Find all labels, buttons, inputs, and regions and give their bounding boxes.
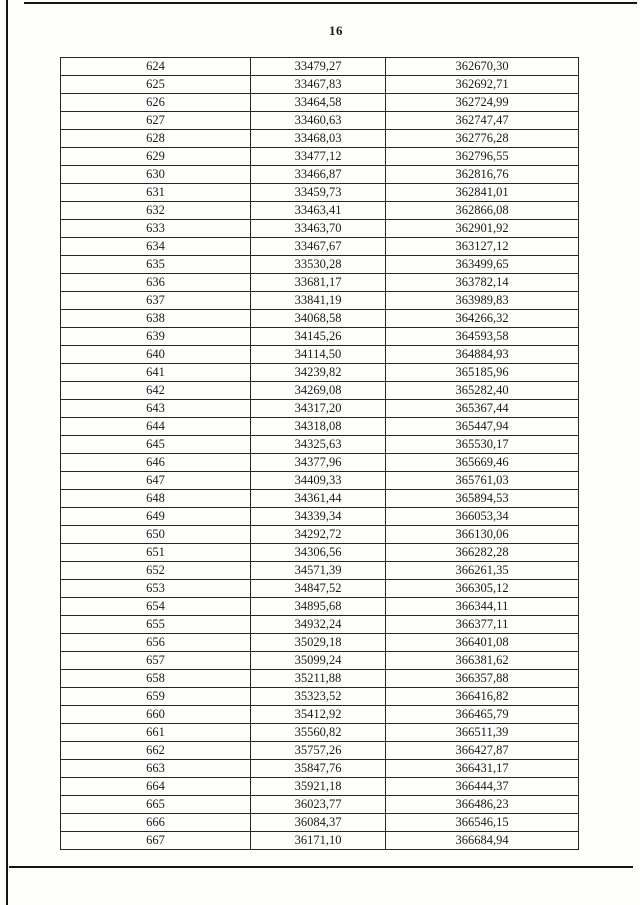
data-table xyxy=(60,57,579,850)
table-cell: 35323,52 xyxy=(251,688,386,706)
table-row xyxy=(61,256,579,274)
table-cell: 366486,23 xyxy=(386,796,579,814)
table-cell: 666 xyxy=(61,814,251,832)
table-cell: 34068,58 xyxy=(251,310,386,328)
table-row xyxy=(61,706,579,724)
table-cell: 365447,94 xyxy=(386,418,579,436)
table-row xyxy=(61,652,579,670)
table-cell: 34269,08 xyxy=(251,382,386,400)
table-cell: 366431,17 xyxy=(386,760,579,778)
table-cell: 662 xyxy=(61,742,251,760)
table-cell: 33530,28 xyxy=(251,256,386,274)
table-row xyxy=(61,436,579,454)
table-cell: 363782,14 xyxy=(386,274,579,292)
table-cell: 366401,08 xyxy=(386,634,579,652)
table-cell: 634 xyxy=(61,238,251,256)
table-cell: 638 xyxy=(61,310,251,328)
table-cell: 366344,11 xyxy=(386,598,579,616)
table-cell: 366427,87 xyxy=(386,742,579,760)
table-row xyxy=(61,724,579,742)
table-row xyxy=(61,418,579,436)
table-row xyxy=(61,670,579,688)
table-cell: 362776,28 xyxy=(386,130,579,148)
table-cell: 35029,18 xyxy=(251,634,386,652)
table-cell: 36084,37 xyxy=(251,814,386,832)
table-cell: 655 xyxy=(61,616,251,634)
table-cell: 644 xyxy=(61,418,251,436)
table-row xyxy=(61,202,579,220)
table-row xyxy=(61,616,579,634)
table-row xyxy=(61,688,579,706)
table-cell: 366444,37 xyxy=(386,778,579,796)
scan-edge-top xyxy=(24,2,637,4)
table-cell: 365185,96 xyxy=(386,364,579,382)
table-row xyxy=(61,184,579,202)
table-cell: 34895,68 xyxy=(251,598,386,616)
table-cell: 366053,34 xyxy=(386,508,579,526)
table-cell: 362866,08 xyxy=(386,202,579,220)
table-cell: 652 xyxy=(61,562,251,580)
table-cell: 363127,12 xyxy=(386,238,579,256)
page-number: 16 xyxy=(329,23,343,38)
table-cell: 34114,50 xyxy=(251,346,386,364)
table-cell: 366305,12 xyxy=(386,580,579,598)
table-cell: 364266,32 xyxy=(386,310,579,328)
table-cell: 659 xyxy=(61,688,251,706)
table-cell: 365669,46 xyxy=(386,454,579,472)
table-cell: 648 xyxy=(61,490,251,508)
table-row xyxy=(61,544,579,562)
table-cell: 640 xyxy=(61,346,251,364)
table-cell: 34292,72 xyxy=(251,526,386,544)
table-cell: 366511,39 xyxy=(386,724,579,742)
table-row xyxy=(61,76,579,94)
table-row xyxy=(61,598,579,616)
table-cell: 366465,79 xyxy=(386,706,579,724)
table-cell: 35847,76 xyxy=(251,760,386,778)
table-cell: 33467,67 xyxy=(251,238,386,256)
table-cell: 362841,01 xyxy=(386,184,579,202)
table-cell: 34932,24 xyxy=(251,616,386,634)
table-cell: 33459,73 xyxy=(251,184,386,202)
table-row xyxy=(61,778,579,796)
table-cell: 34317,20 xyxy=(251,400,386,418)
table-cell: 35757,26 xyxy=(251,742,386,760)
table-cell: 33467,83 xyxy=(251,76,386,94)
table-cell: 35099,24 xyxy=(251,652,386,670)
table-cell: 366377,11 xyxy=(386,616,579,634)
table-cell: 366381,62 xyxy=(386,652,579,670)
table-cell: 36023,77 xyxy=(251,796,386,814)
table-row xyxy=(61,472,579,490)
table-cell: 366546,15 xyxy=(386,814,579,832)
table-cell: 636 xyxy=(61,274,251,292)
table-row xyxy=(61,292,579,310)
table-cell: 34325,63 xyxy=(251,436,386,454)
table-row xyxy=(61,832,579,850)
table-cell: 651 xyxy=(61,544,251,562)
table-cell: 363989,83 xyxy=(386,292,579,310)
table-cell: 33477,12 xyxy=(251,148,386,166)
table-cell: 629 xyxy=(61,148,251,166)
table-cell: 362692,71 xyxy=(386,76,579,94)
table-cell: 366261,35 xyxy=(386,562,579,580)
table-cell: 33460,63 xyxy=(251,112,386,130)
table-cell: 637 xyxy=(61,292,251,310)
table-row xyxy=(61,382,579,400)
table-cell: 645 xyxy=(61,436,251,454)
table-cell: 658 xyxy=(61,670,251,688)
table-cell: 33463,41 xyxy=(251,202,386,220)
scan-edge-bottom xyxy=(9,866,633,868)
table-cell: 34847,52 xyxy=(251,580,386,598)
table-cell: 363499,65 xyxy=(386,256,579,274)
table-cell: 653 xyxy=(61,580,251,598)
table-cell: 628 xyxy=(61,130,251,148)
table-cell: 366357,88 xyxy=(386,670,579,688)
table-cell: 362816,76 xyxy=(386,166,579,184)
table-row xyxy=(61,562,579,580)
table-cell: 627 xyxy=(61,112,251,130)
table-row xyxy=(61,760,579,778)
table-cell: 34571,39 xyxy=(251,562,386,580)
table-row xyxy=(61,166,579,184)
table-row xyxy=(61,112,579,130)
table-cell: 33841,19 xyxy=(251,292,386,310)
table-cell: 34318,08 xyxy=(251,418,386,436)
table-cell: 362796,55 xyxy=(386,148,579,166)
table-cell: 665 xyxy=(61,796,251,814)
table-cell: 631 xyxy=(61,184,251,202)
table-row xyxy=(61,58,579,76)
table-cell: 633 xyxy=(61,220,251,238)
table-row xyxy=(61,346,579,364)
table-cell: 362670,30 xyxy=(386,58,579,76)
table-cell: 364884,93 xyxy=(386,346,579,364)
table-cell: 656 xyxy=(61,634,251,652)
table-row xyxy=(61,400,579,418)
table-cell: 646 xyxy=(61,454,251,472)
table-row xyxy=(61,814,579,832)
table-cell: 639 xyxy=(61,328,251,346)
table-cell: 365367,44 xyxy=(386,400,579,418)
table-row xyxy=(61,364,579,382)
table-cell: 365761,03 xyxy=(386,472,579,490)
table-cell: 34239,82 xyxy=(251,364,386,382)
table-cell: 366282,28 xyxy=(386,544,579,562)
table-cell: 34339,34 xyxy=(251,508,386,526)
table-cell: 362901,92 xyxy=(386,220,579,238)
table-cell: 362724,99 xyxy=(386,94,579,112)
table-row xyxy=(61,634,579,652)
table-cell: 362747,47 xyxy=(386,112,579,130)
table-cell: 33464,58 xyxy=(251,94,386,112)
table-row xyxy=(61,796,579,814)
table-cell: 35921,18 xyxy=(251,778,386,796)
table-cell: 661 xyxy=(61,724,251,742)
table-cell: 630 xyxy=(61,166,251,184)
table-row xyxy=(61,508,579,526)
table-cell: 654 xyxy=(61,598,251,616)
table-cell: 365282,40 xyxy=(386,382,579,400)
table-row xyxy=(61,328,579,346)
table-cell: 625 xyxy=(61,76,251,94)
table-cell: 641 xyxy=(61,364,251,382)
table-cell: 33468,03 xyxy=(251,130,386,148)
table-cell: 364593,58 xyxy=(386,328,579,346)
table-cell: 34306,56 xyxy=(251,544,386,562)
table-cell: 33479,27 xyxy=(251,58,386,76)
table-body xyxy=(61,58,579,850)
table-cell: 660 xyxy=(61,706,251,724)
table-cell: 34361,44 xyxy=(251,490,386,508)
table-cell: 632 xyxy=(61,202,251,220)
table-cell: 33466,87 xyxy=(251,166,386,184)
table-cell: 34377,96 xyxy=(251,454,386,472)
table-row xyxy=(61,130,579,148)
table-cell: 33681,17 xyxy=(251,274,386,292)
table-cell: 647 xyxy=(61,472,251,490)
table-row xyxy=(61,94,579,112)
table-cell: 365894,53 xyxy=(386,490,579,508)
table-cell: 626 xyxy=(61,94,251,112)
table-cell: 366684,94 xyxy=(386,832,579,850)
table-cell: 667 xyxy=(61,832,251,850)
table-cell: 650 xyxy=(61,526,251,544)
table-row xyxy=(61,310,579,328)
table-cell: 657 xyxy=(61,652,251,670)
table-row xyxy=(61,526,579,544)
scan-edge-left xyxy=(6,0,8,905)
table-cell: 35211,88 xyxy=(251,670,386,688)
table-cell: 35412,92 xyxy=(251,706,386,724)
table-cell: 366416,82 xyxy=(386,688,579,706)
table-row xyxy=(61,274,579,292)
table-row xyxy=(61,454,579,472)
table-cell: 649 xyxy=(61,508,251,526)
table-cell: 624 xyxy=(61,58,251,76)
table-cell: 35560,82 xyxy=(251,724,386,742)
table-cell: 642 xyxy=(61,382,251,400)
table-cell: 33463,70 xyxy=(251,220,386,238)
table-cell: 34145,26 xyxy=(251,328,386,346)
table-cell: 34409,33 xyxy=(251,472,386,490)
table-row xyxy=(61,490,579,508)
table-row xyxy=(61,580,579,598)
table-cell: 36171,10 xyxy=(251,832,386,850)
table-cell: 663 xyxy=(61,760,251,778)
table-cell: 664 xyxy=(61,778,251,796)
table-row xyxy=(61,238,579,256)
table-cell: 643 xyxy=(61,400,251,418)
table-cell: 635 xyxy=(61,256,251,274)
table-cell: 366130,06 xyxy=(386,526,579,544)
table-row xyxy=(61,220,579,238)
table-cell: 365530,17 xyxy=(386,436,579,454)
table-row xyxy=(61,148,579,166)
table-row xyxy=(61,742,579,760)
